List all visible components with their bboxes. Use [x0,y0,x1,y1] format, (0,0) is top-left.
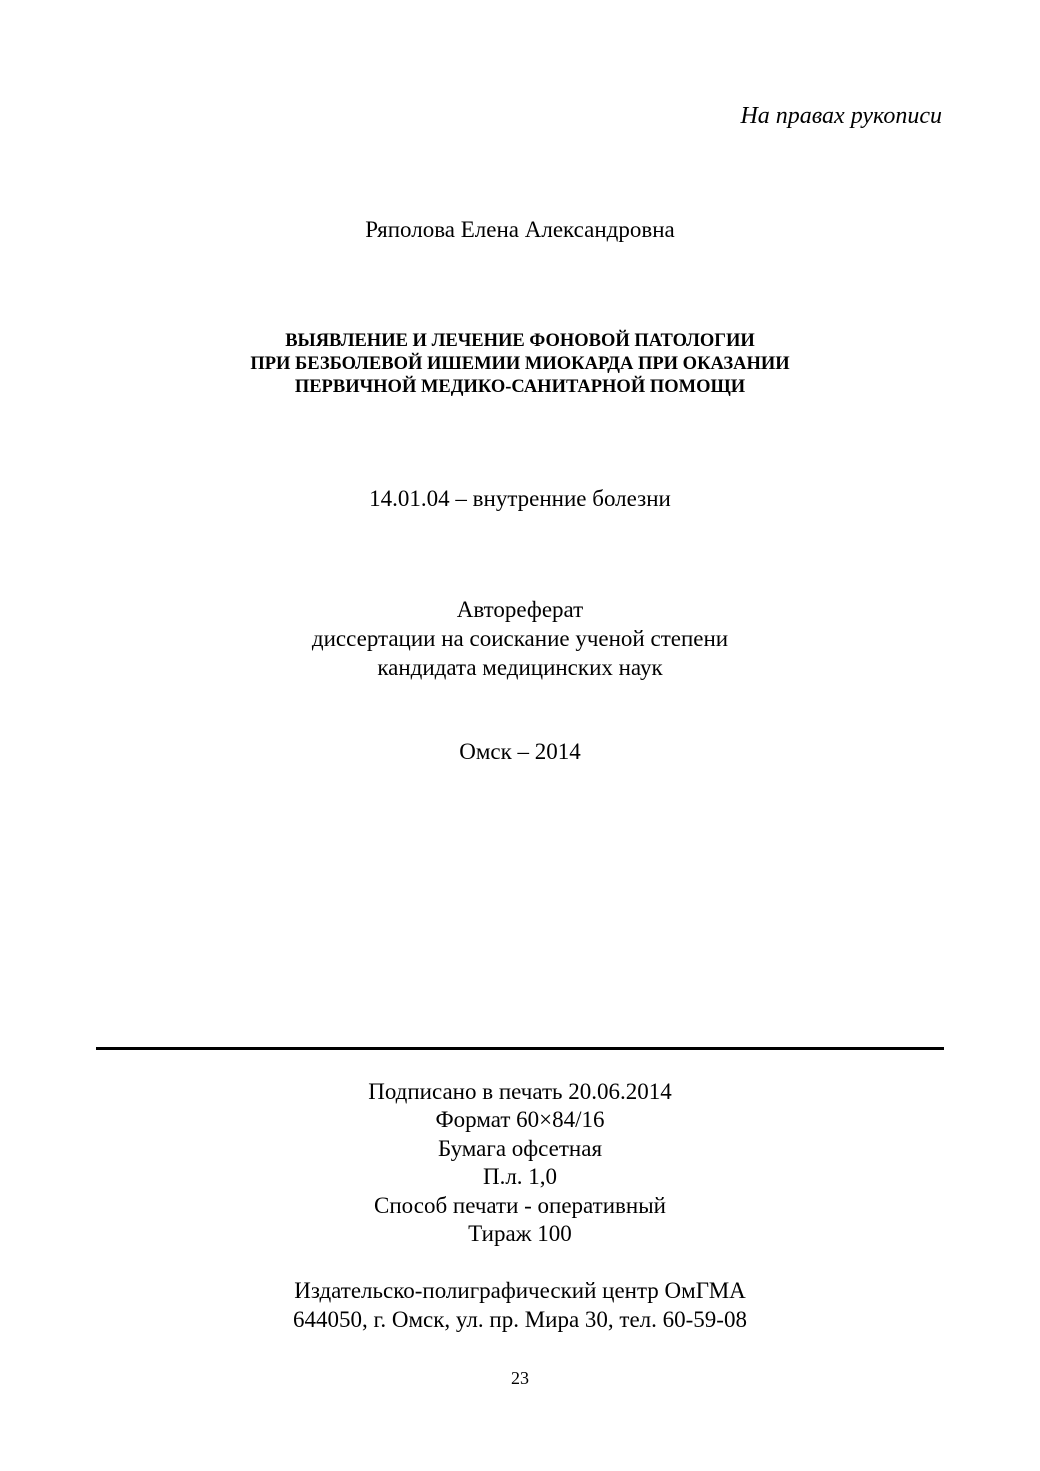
dissertation-title [0,330,1040,399]
publisher-line: 644050, г. Омск, ул. пр. Мира 30, тел. 60-59-08 [293,1307,747,1332]
print-detail-line: Подписано в печать 20.06.2014 [368,1079,672,1104]
horizontal-rule [96,1047,944,1050]
specialty-code: 14.01.04 – внутренние болезни [369,486,671,511]
print-detail-line: Бумага офсетная [437,1135,603,1161]
print-detail-line: Способ печати - оперативный [374,1192,666,1218]
title-line: ВЫЯВЛЕНИЕ И ЛЕЧЕНИЕ ФОНОВОЙ ПАТОЛОГИИ [285,331,755,351]
manuscript-rights-note: На правах рукописи [740,103,942,129]
title-line: ПРИ БЕЗБОЛЕВОЙ ИШЕМИИ МИОКАРДА ПРИ ОКАЗАНИИ [250,354,790,374]
title-line: ПЕРВИЧНОЙ МЕДИКО-САНИТАРНОЙ ПОМОЩИ [294,377,746,397]
page-number: 23 [511,1368,529,1388]
print-detail-line: П.л. 1,0 [482,1164,558,1190]
abstract-line: диссертации на соискание ученой степени [311,626,729,651]
abstract-line: Автореферат [456,597,584,622]
print-detail-line: Формат 60×84/16 [435,1107,605,1133]
print-detail-line: Тираж 100 [468,1221,572,1247]
publisher-info [0,1276,1040,1334]
publisher-line: Издательско-полиграфический центр ОмГМА [294,1278,746,1303]
abstract-description [0,595,1040,682]
print-details [0,1078,1040,1248]
author-name: Ряполова Елена Александровна [365,217,675,242]
abstract-line: кандидата медицинских наук [377,655,663,680]
city-year: Омск – 2014 [459,739,581,764]
